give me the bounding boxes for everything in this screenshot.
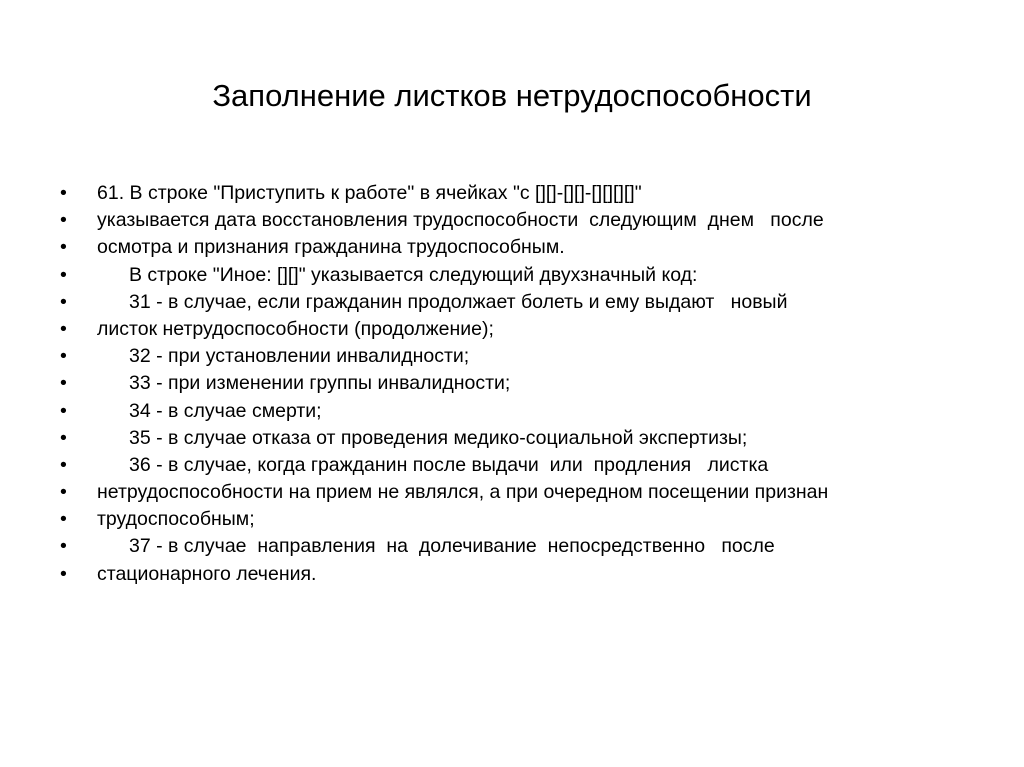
bullet-dot-icon: • [60, 345, 67, 368]
bullet-item [60, 234, 1000, 261]
bullet-dot-icon: • [60, 290, 67, 313]
bullet-text: 37 - в случае направления на долечивание непосредственно после [129, 535, 775, 558]
bullet-text: 33 - при изменении группы инвалидности; [129, 372, 511, 395]
bullet-dot-icon: • [60, 182, 67, 204]
bullet-dot-icon: • [60, 562, 67, 585]
bullet-text: осмотра и признания гражданина трудоспособным. [97, 236, 565, 259]
slide-title: Заполнение листков нетрудоспособности [212, 78, 812, 113]
bullet-text: нетрудоспособности на прием не являлся, а при очередном посещении признан [97, 481, 829, 504]
bullet-text: 31 - в случае, если гражданин продолжает болеть и ему выдают новый [129, 290, 788, 313]
bullet-dot-icon: • [60, 426, 67, 449]
bullet-dot-icon: • [60, 372, 67, 395]
bullet-item [60, 506, 1000, 533]
bullet-text: В строке "Иное: [][]" указывается следующий двухзначный код: [129, 263, 698, 286]
bullet-text: 61. В строке "Приступить к работе" в ячейках "с [][]-[][]-[][][][]" [97, 182, 642, 204]
bullet-item [60, 316, 1000, 343]
bullet-list [60, 180, 1000, 588]
bullet-dot-icon: • [60, 508, 67, 531]
bullet-item [60, 343, 1000, 370]
bullet-dot-icon: • [60, 263, 67, 286]
bullet-dot-icon: • [60, 317, 67, 340]
bullet-text: 34 - в случае смерти; [129, 399, 322, 422]
bullet-text: стационарного лечения. [97, 562, 317, 585]
bullet-item [60, 289, 1000, 316]
bullet-item [60, 370, 1000, 397]
bullet-item [60, 452, 1000, 479]
bullet-item [60, 479, 1000, 506]
bullet-item [60, 533, 1000, 560]
bullet-item [60, 398, 1000, 425]
bullet-text: 36 - в случае, когда гражданин после выдачи или продления листка [129, 453, 769, 476]
bullet-dot-icon: • [60, 236, 67, 259]
bullet-item [60, 207, 1000, 234]
bullet-item [60, 262, 1000, 289]
bullet-item [60, 180, 1000, 207]
bullet-text: трудоспособным; [97, 508, 255, 531]
bullet-text: 35 - в случае отказа от проведения медико-социальной экспертизы; [129, 426, 748, 449]
bullet-text: 32 - при установлении инвалидности; [129, 345, 470, 368]
bullet-text: указывается дата восстановления трудоспособности следующим днем после [97, 209, 824, 232]
bullet-dot-icon: • [60, 453, 67, 476]
bullet-text: листок нетрудоспособности (продолжение); [97, 317, 494, 340]
bullet-dot-icon: • [60, 535, 67, 558]
bullet-dot-icon: • [60, 209, 67, 232]
bullet-dot-icon: • [60, 399, 67, 422]
bullet-item [60, 425, 1000, 452]
bullet-dot-icon: • [60, 481, 67, 504]
bullet-item [60, 561, 1000, 588]
